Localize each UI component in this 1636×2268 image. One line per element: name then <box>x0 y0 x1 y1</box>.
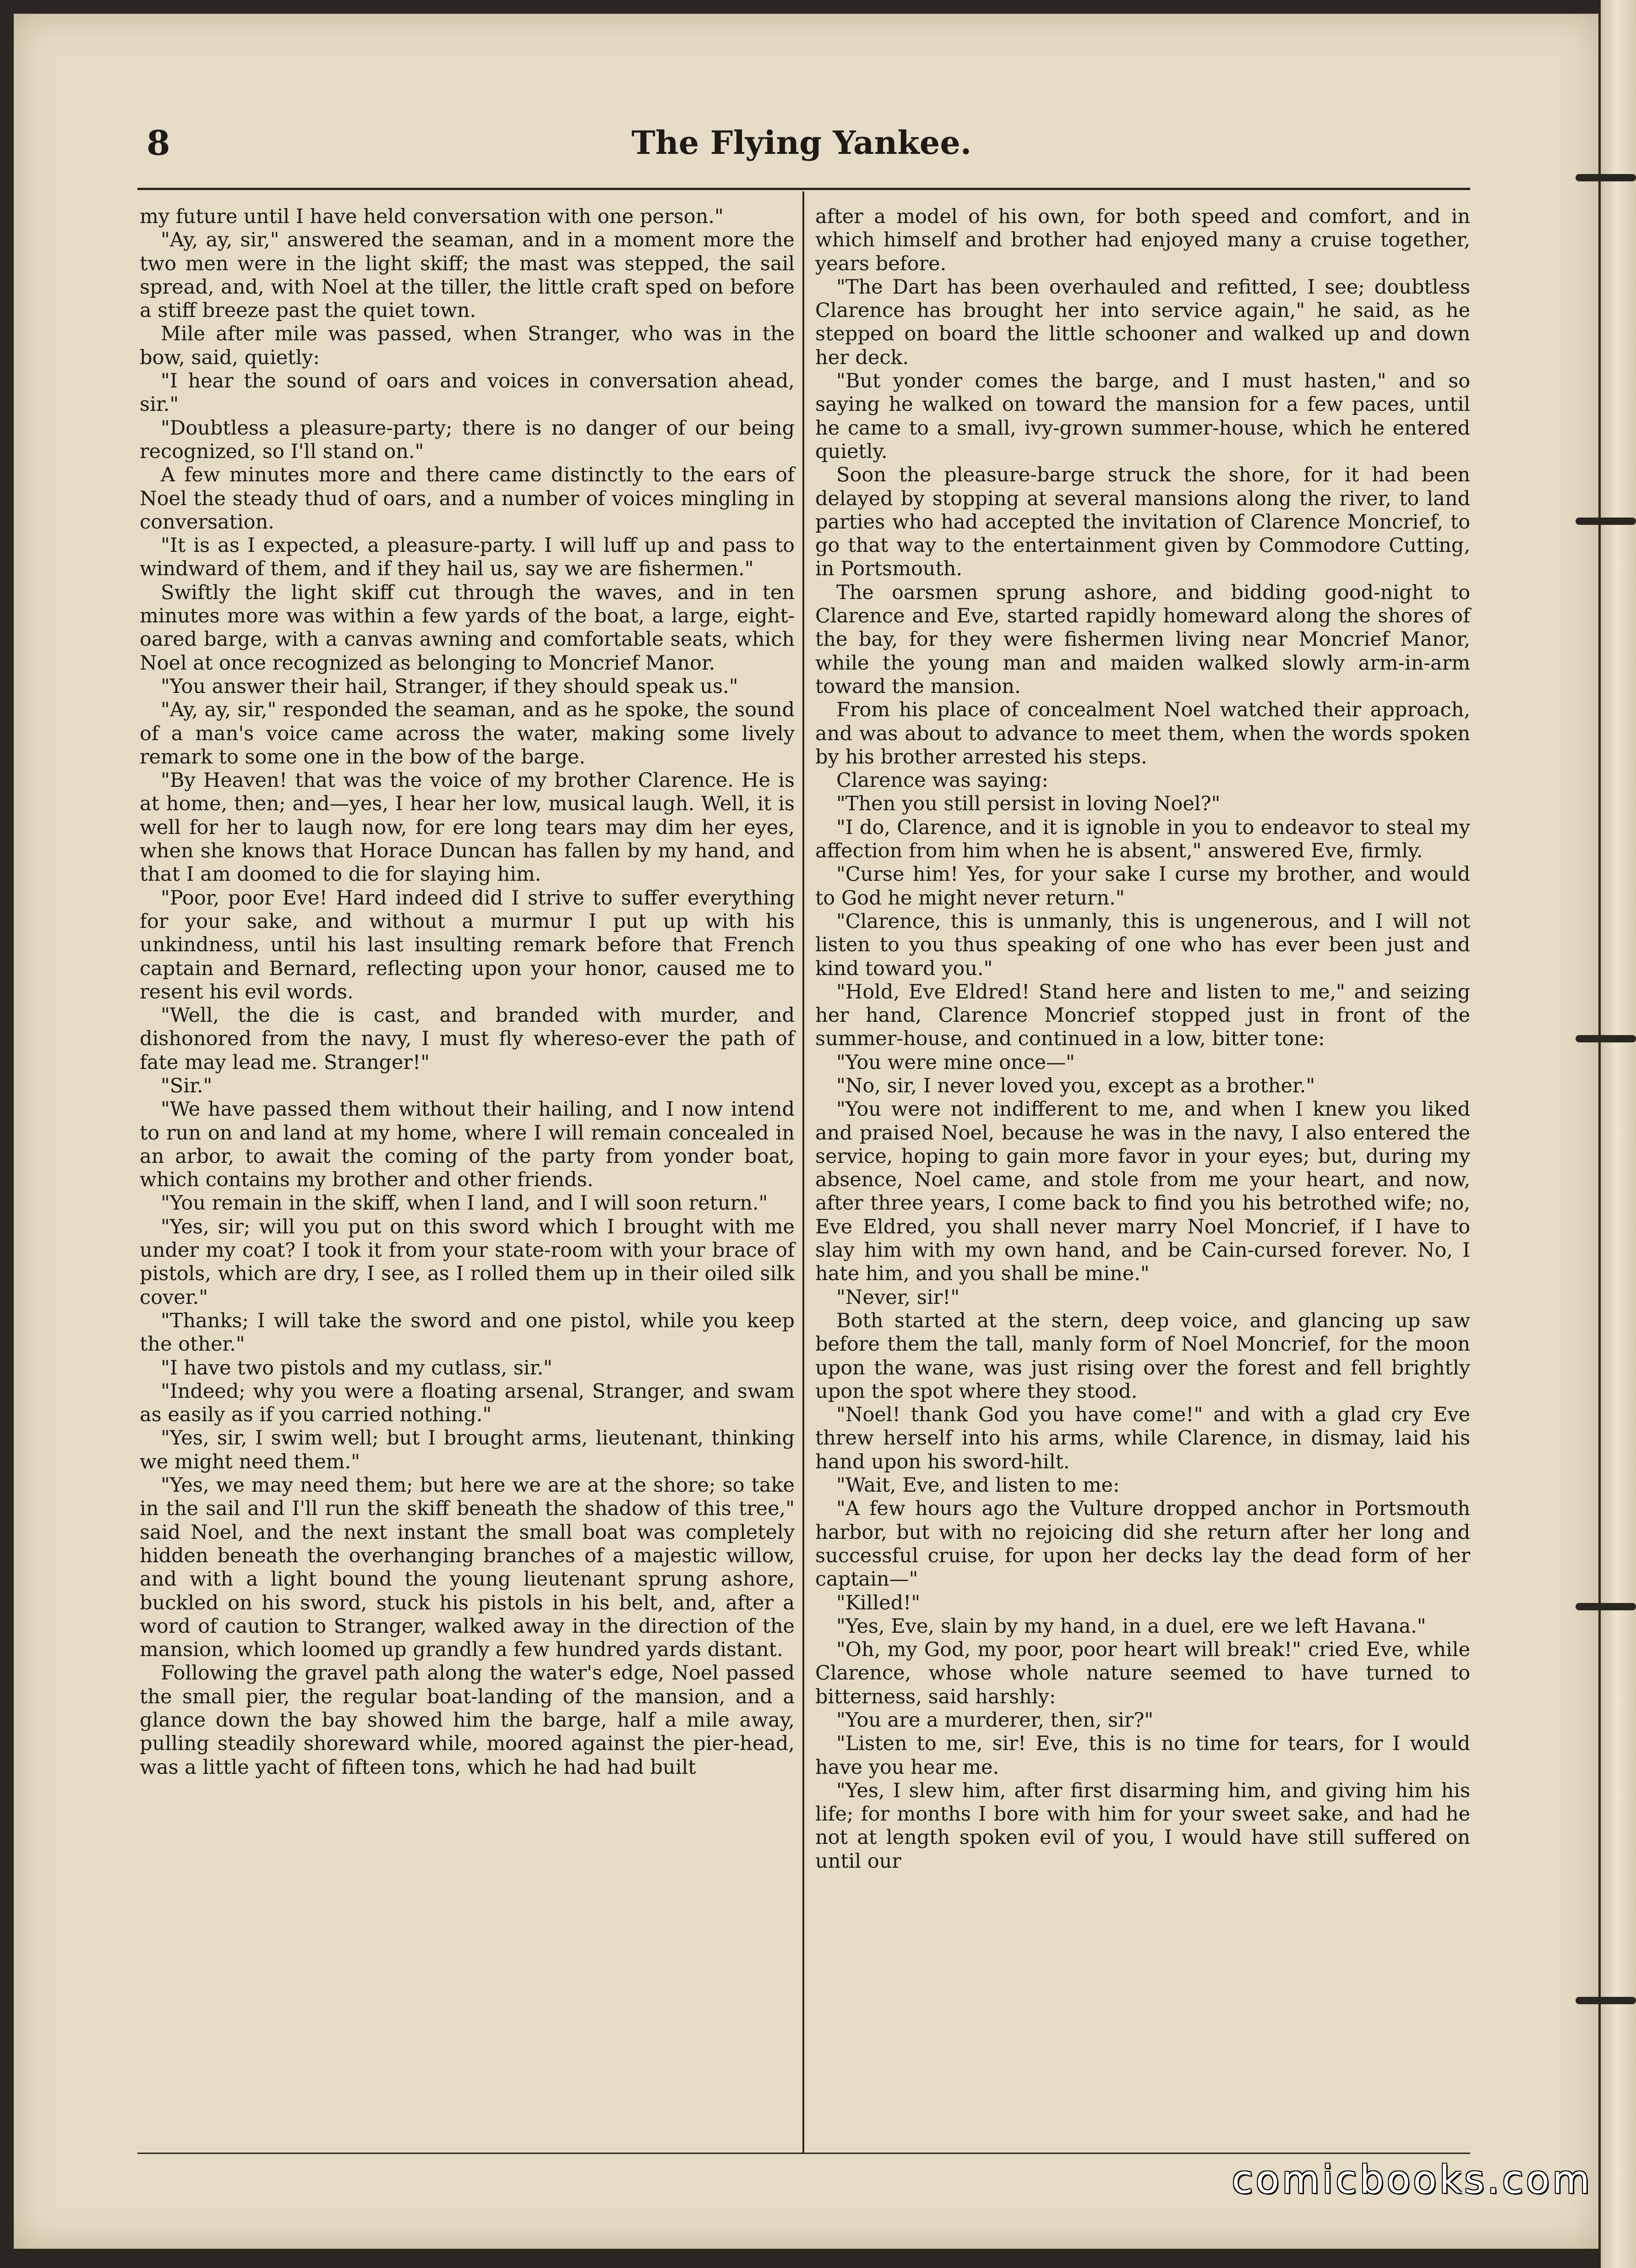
paragraph: "Ay, ay, sir," answered the seaman, and in a moment more the two men were in the light skiff; the mast was stepped, the sail spread, and, with Noel at the tiller, the little craft sped on before a stiff breeze past the quiet town. <box>140 229 795 322</box>
binding-tab <box>1576 518 1636 525</box>
paragraph: "Hold, Eve Eldred! Stand here and listen to me," and seizing her hand, Clarence Moncrief stopped just in front of the summer-house, and continued in a low, bitter tone: <box>815 980 1470 1051</box>
paragraph: Soon the pleasure-barge struck the shore, for it had been delayed by stopping at several mansions along the river, to land parties who had accepted the invitation of Clarence Moncrief, to go that way to the entertainment given by Commodore Cutting, in Portsmouth. <box>815 463 1470 581</box>
binding-tab <box>1576 1035 1636 1042</box>
paragraph: "Doubtless a pleasure-party; there is no danger of our being recognized, so I'll stand on." <box>140 416 795 463</box>
running-title: The Flying Yankee. <box>631 124 972 162</box>
paragraph: "We have passed them without their hailing, and I now intend to run on and land at my home, where I will remain concealed in an arbor, to await the coming of the party from yonder boat, which contains my brother and other friends. <box>140 1098 795 1192</box>
paragraph: "Yes, I slew him, after first disarming him, and giving him his life; for months I bore with him for your sweet sake, and had he not at length spoken evil of you, I would have still suffered on until our <box>815 1779 1470 1873</box>
paragraph: "Well, the die is cast, and branded with murder, and dishonored from the navy, I must fly whereso-ever the path of fate may lead me. Stranger!" <box>140 1004 795 1074</box>
paragraph: "You were not indifferent to me, and when I knew you liked and praised Noel, because he was in the navy, I also entered the service, hoping to gain more favor in your eyes; but, during my absence, Noel came, and stole from me your heart, and now, after three years, I come back to find you his betrothed wife; no, Eve Eldred, you shall never marry Noel Moncrief, if I have to slay him with my own hand, and be Cain-cursed forever. No, I hate him, and you shall be mine." <box>815 1098 1470 1286</box>
footer-rule <box>137 2153 1470 2154</box>
paragraph: "It is as I expected, a pleasure-party. I will luff up and pass to windward of them, and if they hail us, say we are fishermen." <box>140 534 795 581</box>
binding-tab <box>1576 1997 1636 2004</box>
paragraph: "Yes, Eve, slain by my hand, in a duel, ere we left Havana." <box>836 1614 1426 1638</box>
paragraph: "The Dart has been overhauled and refitted, I see; doubtless Clarence has brought her into service again," he said, as he stepped on board the little schooner and walked up and down her deck. <box>815 275 1470 369</box>
paragraph: The oarsmen sprung ashore, and bidding good-night to Clarence and Eve, started rapidly homeward along the shores of the bay, for they were fishermen living near Moncrief Manor, while the young man and maiden walked slowly arm-in-arm toward the mansion. <box>815 581 1470 698</box>
paragraph: "Listen to me, sir! Eve, this is no time for tears, for I would have you hear me. <box>815 1732 1470 1779</box>
paragraph: "Then you still persist in loving Noel?" <box>836 792 1221 816</box>
paragraph: From his place of concealment Noel watched their approach, and was about to advance to meet them, when the words spoken by his brother arrested his steps. <box>815 698 1470 769</box>
page-number: 8 <box>147 124 170 163</box>
paragraph: "No, sir, I never loved you, except as a brother." <box>836 1074 1315 1097</box>
paragraph: Following the gravel path along the water's edge, Noel passed the small pier, the regular boat-landing of the mansion, and a glance down the bay showed him the barge, half a mile away, pulling steadily shoreward while, moored against the pier-head, was a little yacht of fifteen tons, which he had had built <box>140 1662 795 1779</box>
paragraph: "A few hours ago the Vulture dropped anchor in Portsmouth harbor, but with no rejoicing did she return after her long and successful cruise, for upon her decks lay the dead form of her captain—" <box>815 1497 1470 1591</box>
paragraph: "Never, sir!" <box>836 1286 960 1309</box>
paragraph: "You are a murderer, then, sir?" <box>836 1709 1154 1732</box>
paragraph: Clarence was saying: <box>836 769 1048 792</box>
paragraph: "I have two pistols and my cutlass, sir." <box>161 1356 553 1379</box>
left-column <box>140 205 795 1779</box>
paragraph: "You answer their hail, Stranger, if they should speak us." <box>161 675 738 698</box>
paragraph: "Noel! thank God you have come!" and with a glad cry Eve threw herself into his arms, while Clarence, in dismay, laid his hand upon his sword-hilt. <box>815 1403 1470 1473</box>
paragraph: "You were mine once—" <box>836 1051 1075 1074</box>
paragraph: "Ay, ay, sir," responded the seaman, and as he spoke, the sound of a man's voice came across the water, making some lively remark to some one in the bow of the barge. <box>140 698 795 769</box>
paragraph: "Yes, sir, I swim well; but I brought arms, lieutenant, thinking we might need them." <box>140 1427 795 1473</box>
paragraph: "I do, Clarence, and it is ignoble in you to endeavor to steal my affection from him when he is absent," answered Eve, firmly. <box>815 816 1470 863</box>
paragraph: "Sir." <box>161 1074 213 1097</box>
paragraph: "You remain in the skiff, when I land, and I will soon return." <box>161 1192 768 1215</box>
header-rule <box>137 188 1470 190</box>
paragraph: A few minutes more and there came distinctly to the ears of Noel the steady thud of oars, and a number of voices mingling in conversation. <box>140 463 795 534</box>
paragraph: "Clarence, this is unmanly, this is ungenerous, and I will not listen to you thus speaking of one who has ever been just and kind toward you." <box>815 910 1470 980</box>
paragraph: "Curse him! Yes, for your sake I curse my brother, and would to God he might never return." <box>815 863 1470 910</box>
paragraph: "But yonder comes the barge, and I must hasten," and so saying he walked on toward the mansion for a few paces, until he came to a small, ivy-grown summer-house, which he entered quietly. <box>815 370 1470 463</box>
paragraph: "Yes, we may need them; but here we are at the shore; so take in the sail and I'll run the skiff beneath the shadow of this tree," said Noel, and the next instant the small boat was completely hidden beneath the overhanging branches of a majestic willow, and with a light bound the young lieutenant sprung ashore, buckled on his sword, stuck his pistols in his belt, and, after a word of caution to Stranger, walked away in the direction of the mansion, which loomed up grandly a few hundred yards distant. <box>140 1474 795 1662</box>
paragraph: "Killed!" <box>836 1591 921 1614</box>
paragraph: after a model of his own, for both speed and comfort, and in which himself and brother had enjoyed many a cruise together, years before. <box>815 205 1470 275</box>
paragraph: "Oh, my God, my poor, poor heart will break!" cried Eve, while Clarence, whose whole nature seemed to have turned to bitterness, said harshly: <box>815 1638 1470 1708</box>
page-header <box>133 124 1470 174</box>
paragraph: my future until I have held conversation with one person." <box>140 205 724 228</box>
paragraph: "Wait, Eve, and listen to me: <box>836 1474 1120 1497</box>
paragraph: Swiftly the light skiff cut through the waves, and in ten minutes more was within a few yards of the boat, a large, eight-oared barge, with a canvas awning and comfortable seats, which Noel at once recognized as belonging to Moncrief Manor. <box>140 581 795 675</box>
paragraph: "Indeed; why you were a floating arsenal, Stranger, and swam as easily as if you carried nothing." <box>140 1379 795 1427</box>
paragraph: "I hear the sound of oars and voices in conversation ahead, sir." <box>140 370 795 416</box>
page-spine-edge <box>1601 0 1636 2268</box>
paragraph: "By Heaven! that was the voice of my brother Clarence. He is at home, then; and—yes, I hear her low, musical laugh. Well, it is well for her to laugh now, for ere long tears may dim her eyes, when she knows that Horace Duncan has fallen by my hand, and that I am doomed to die for slaying him. <box>140 769 795 886</box>
paragraph: Both started at the stern, deep voice, and glancing up saw before them the tall, manly form of Noel Moncrief, for the moon upon the wane, was just rising over the forest and fell brightly upon the spot where they stood. <box>815 1309 1470 1403</box>
paragraph: "Thanks; I will take the sword and one pistol, while you keep the other." <box>140 1309 795 1356</box>
paragraph: Mile after mile was passed, when Stranger, who was in the bow, said, quietly: <box>140 322 795 369</box>
binding-tab <box>1576 1603 1636 1610</box>
site-watermark: comicbooks.com <box>1232 2157 1592 2202</box>
paragraph: "Yes, sir; will you put on this sword which I brought with me under my coat? I took it from your state-room with your brace of pistols, which are dry, I see, as I rolled them up in their oiled silk cover." <box>140 1215 795 1309</box>
paragraph: "Poor, poor Eve! Hard indeed did I strive to suffer everything for your sake, and without a murmur I put up with his unkindness, until his last insulting remark before that French captain and Bernard, reflecting upon your honor, caused me to resent his evil words. <box>140 886 795 1003</box>
binding-tab <box>1576 174 1636 181</box>
column-divider <box>802 191 804 2153</box>
right-column <box>815 205 1470 1873</box>
